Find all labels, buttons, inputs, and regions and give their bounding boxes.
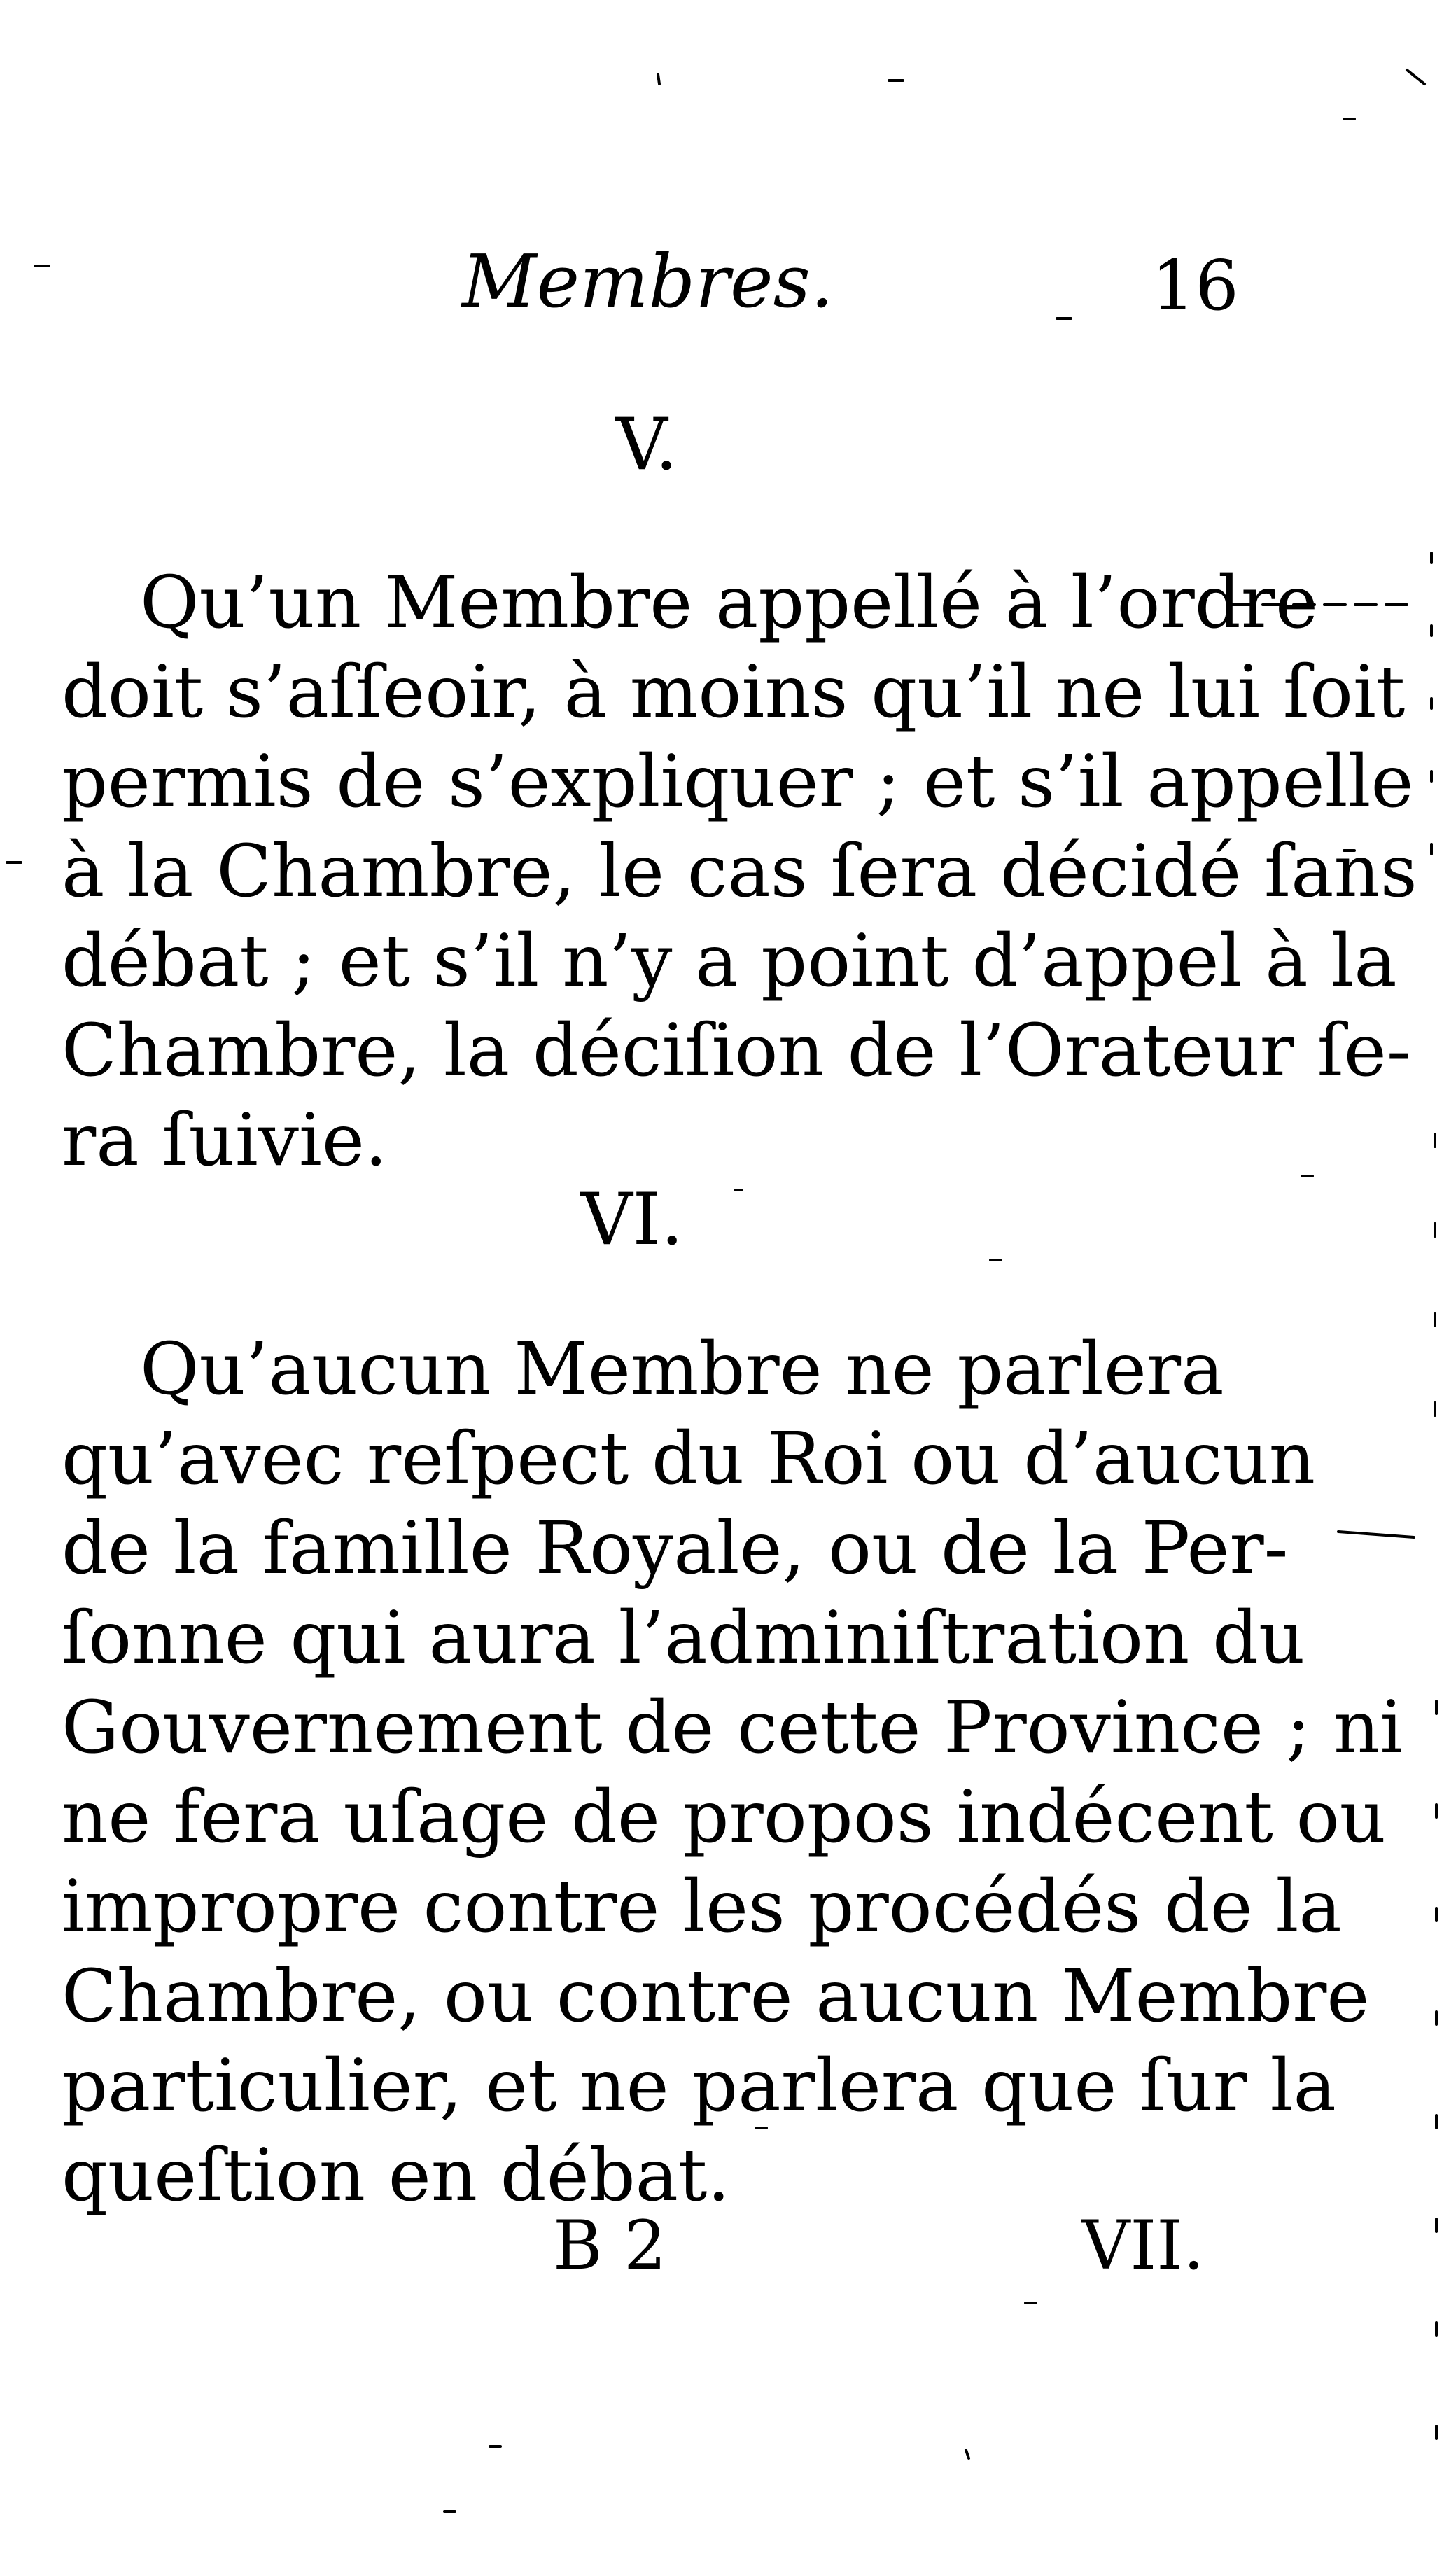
- text-line: doit s’aſſeoir, à moins qu’il ne lui ſoit: [62, 650, 1406, 734]
- page-number: 16: [1152, 246, 1239, 326]
- text-line: Qu’aucun Membre ne parlera: [140, 1327, 1224, 1411]
- signature-mark: B 2: [553, 2206, 667, 2285]
- text-line: Qu’un Membre appellé à l’ordre: [140, 561, 1318, 645]
- text-line: à la Chambre, le cas ſera décidé ſans: [62, 830, 1418, 913]
- text-line: ne fera uſage de propos indécent ou: [62, 1775, 1386, 1859]
- text-line: de la famille Royale, ou de la Per-: [62, 1506, 1289, 1590]
- section-number-v: V.: [616, 403, 678, 486]
- running-title: Membres.: [462, 239, 834, 324]
- text-line: débat ; et s’il n’y a point d’appel à la: [62, 919, 1397, 1003]
- text-line: Chambre, ou contre aucun Membre: [62, 1954, 1370, 2038]
- text-line: qu’avec reſpect du Roi ou d’aucun: [62, 1417, 1316, 1501]
- catchword: VII.: [1082, 2206, 1205, 2285]
- text-line: permis de s’expliquer ; et s’il appelle: [62, 740, 1414, 824]
- text-line: ra ſuivie.: [62, 1098, 388, 1182]
- text-line: Gouvernement de cette Province ; ni: [62, 1686, 1404, 1770]
- section-number-vi: VI.: [581, 1178, 684, 1261]
- text-line: particulier, et ne parlera que ſur la: [62, 2044, 1336, 2128]
- text-line: ſonne qui aura l’adminiſtration du: [62, 1596, 1306, 1680]
- margin-stroke: [1338, 1532, 1414, 1537]
- text-line: queſtion en débat.: [62, 2134, 731, 2218]
- text-line: impropre contre les procédés de la: [62, 1865, 1342, 1949]
- text-line: Chambre, la déciſion de l’Orateur ſe-: [62, 1009, 1411, 1093]
